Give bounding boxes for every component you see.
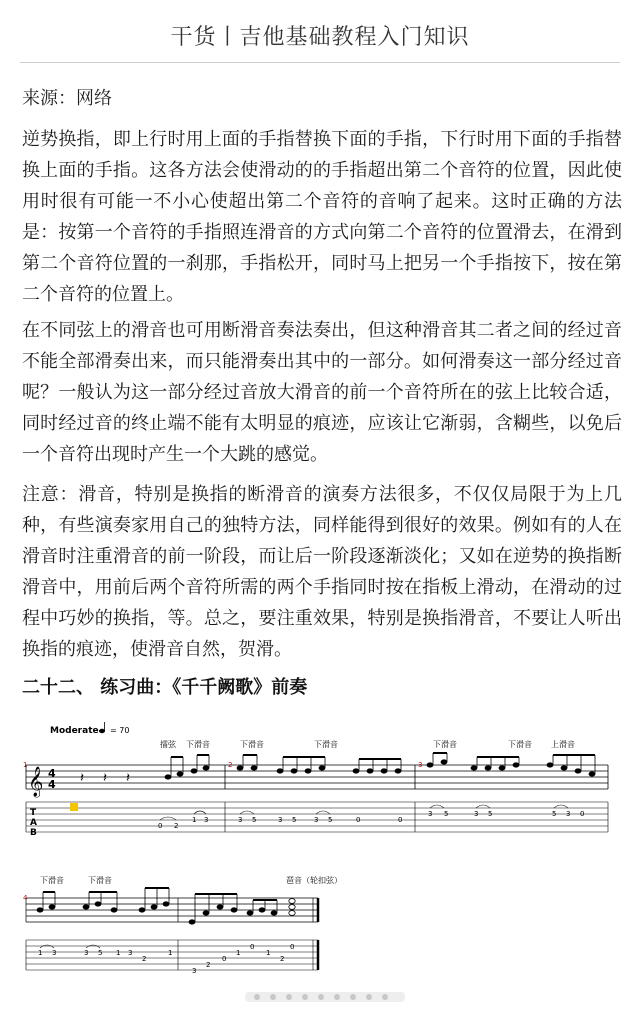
- tempo-value: = 70: [110, 726, 130, 735]
- svg-text:5: 5: [444, 810, 449, 818]
- svg-text:3: 3: [428, 810, 433, 818]
- annotation: 擂弦: [160, 740, 176, 749]
- highlight-marker: [70, 803, 78, 811]
- svg-text:0: 0: [250, 943, 255, 951]
- slur-arcs-2: [40, 945, 100, 948]
- svg-text:0: 0: [356, 816, 361, 824]
- tempo-label: Moderate: [50, 726, 99, 736]
- annotation: 下滑音: [240, 740, 264, 749]
- treble-clef-icon: 𝄞: [28, 767, 44, 797]
- annotation: 下滑音: [433, 740, 457, 749]
- svg-text:1: 1: [236, 949, 241, 957]
- svg-text:0: 0: [290, 943, 295, 951]
- svg-text:3: 3: [474, 810, 479, 818]
- svg-text:3: 3: [192, 967, 197, 975]
- svg-text:𝄽: 𝄽: [80, 771, 84, 786]
- svg-text:2: 2: [206, 961, 211, 969]
- svg-text:2: 2: [142, 955, 147, 963]
- svg-text:𝄽: 𝄽: [126, 771, 130, 786]
- measure-number: 4: [23, 894, 28, 902]
- rest-symbols: [80, 771, 130, 786]
- svg-text:下滑音: 下滑音: [40, 876, 64, 885]
- annotations-system2: [40, 875, 342, 885]
- svg-text:3: 3: [278, 816, 283, 824]
- paragraph-1: 逆势换指，即上行时用上面的手指替换下面的手指，下行时用下面的手指替换上面的手指。这各方法会使滑动的的手指超出第二个音符的位置，因此使用时很有可能一不小心使超出第二个音符的音响了起来。这时正确的方法是：按第一个音符的手指照连滑音的方式向第二个音符的位置滑去，在滑到第二个音符位置的一刹那，手指松开，同时马上把另一个手指按下，按在第二个音符的位置上。: [22, 129, 622, 305]
- svg-text:3: 3: [204, 816, 209, 824]
- annotation: 下滑音: [186, 740, 210, 749]
- svg-text:3: 3: [238, 816, 243, 824]
- svg-text:5: 5: [252, 816, 257, 824]
- annotation: 上滑音: [551, 740, 575, 749]
- section-heading: 二十二、 练习曲：《千千阙歌》前奏: [22, 677, 308, 698]
- source-line: 来源：网络: [22, 88, 112, 109]
- svg-text:5: 5: [488, 810, 493, 818]
- time-signature-top: 4: [48, 767, 56, 780]
- svg-text:5: 5: [552, 810, 557, 818]
- measure-number: 1: [23, 761, 28, 769]
- guitar-score-image: [18, 710, 618, 1000]
- svg-text:1: 1: [168, 949, 173, 957]
- annotation: 下滑音: [508, 740, 532, 749]
- svg-text:1: 1: [266, 949, 271, 957]
- watermark-dots: [245, 990, 405, 1004]
- paragraph-2: 在不同弦上的滑音也可用断滑音奏法奏出，但这种滑音其二者之间的经过音不能全部滑奏出来，而只能滑奏出其中的一部分。如何滑奏这一部分经过音呢？一般认为这一部分经过音放大滑音的前一个音符所在的弦上比较合适，同时经过音的终止端不能有太明显的痕迹，应该让它渐弱，含糊些，以免后一个音符出现时产生一个大跳的感觉。: [22, 320, 622, 465]
- svg-text:下滑音: 下滑音: [88, 876, 112, 885]
- title-divider: [20, 62, 620, 63]
- svg-text:3: 3: [314, 816, 319, 824]
- tab-clef: [30, 808, 37, 838]
- svg-text:B: B: [30, 828, 37, 838]
- slur-arcs: [160, 805, 571, 820]
- measure-number: 3: [418, 761, 423, 769]
- svg-text:5: 5: [328, 816, 333, 824]
- staff-lines: [26, 765, 608, 789]
- svg-text:3: 3: [128, 949, 133, 957]
- annotation: 下滑音: [314, 740, 338, 749]
- svg-text:0: 0: [158, 822, 163, 830]
- svg-text:3: 3: [566, 810, 571, 818]
- article-title: 干货丨吉他基础教程入门知识: [170, 25, 470, 50]
- svg-text:5: 5: [98, 949, 103, 957]
- staff-lines-2: [26, 898, 318, 922]
- svg-text:1: 1: [116, 949, 121, 957]
- svg-text:0: 0: [398, 816, 403, 824]
- svg-text:1: 1: [192, 816, 197, 824]
- svg-text:0: 0: [222, 955, 227, 963]
- svg-text:T: T: [30, 808, 37, 818]
- svg-text:2: 2: [174, 822, 179, 830]
- svg-text:1: 1: [38, 949, 43, 957]
- time-signature-bottom: 4: [48, 778, 56, 791]
- paragraph-3: 注意：滑音，特别是换指的断滑音的演奏方法很多，不仅仅局限于为上几种，有些演奏家用自己的独特方法，同样能得到很好的效果。例如有的人在滑音时注重滑音的前一阶段，而让后一阶段逐渐淡化；又如在逆势的换指断滑音中，用前后两个音符所需的两个手指同时按在指板上滑动，在滑动的过程中巧妙的换指，等。总之，要注重效果，特别是换指滑音，不要让人听出换指的痕迹，使滑音自然，贺滑。: [22, 484, 622, 660]
- svg-text:𝄽: 𝄽: [103, 771, 107, 786]
- measure-number: 2: [228, 761, 233, 769]
- svg-text:3: 3: [52, 949, 57, 957]
- svg-text:5: 5: [292, 816, 297, 824]
- svg-text:琶音（轮扣弦）: 琶音（轮扣弦）: [286, 876, 342, 885]
- svg-text:3: 3: [84, 949, 89, 957]
- svg-text:A: A: [30, 818, 37, 828]
- notes-system2: [37, 888, 295, 924]
- svg-text:0: 0: [580, 810, 585, 818]
- svg-text:2: 2: [280, 955, 285, 963]
